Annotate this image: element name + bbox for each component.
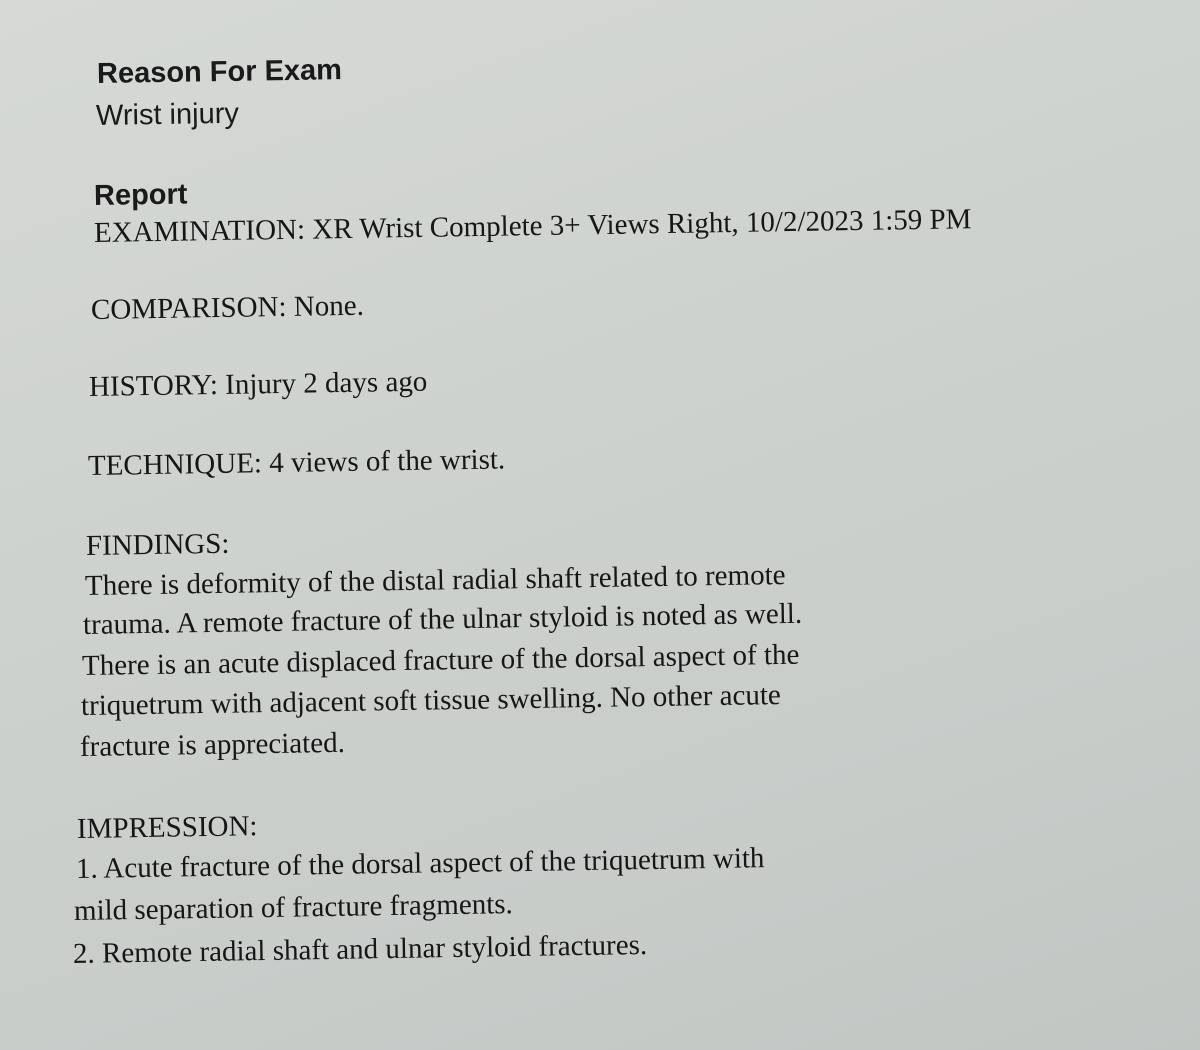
comparison-line: COMPARISON: None. bbox=[90, 289, 365, 326]
findings-line: There is an acute displaced fracture of the dorsal aspect of the bbox=[81, 638, 800, 682]
findings-line: There is deformity of the distal radial shaft related to remote bbox=[84, 558, 786, 602]
findings-line: trauma. A remote fracture of the ulnar styloid is noted as well. bbox=[82, 597, 803, 641]
impression-heading: IMPRESSION: bbox=[76, 810, 258, 845]
report-heading: Report bbox=[93, 178, 188, 212]
history-line: HISTORY: Injury 2 days ago bbox=[88, 365, 428, 403]
impression-line: 2. Remote radial shaft and ulnar styloid fractures. bbox=[72, 928, 648, 970]
findings-line: triquetrum with adjacent soft tissue swelling. No other acute bbox=[80, 679, 782, 722]
technique-line: TECHNIQUE: 4 views of the wrist. bbox=[87, 443, 506, 482]
reason-for-exam-value: Wrist injury bbox=[95, 97, 240, 132]
impression-line: 1. Acute fracture of the dorsal aspect of the triquetrum with bbox=[75, 842, 765, 885]
reason-for-exam-heading: Reason For Exam bbox=[96, 54, 343, 90]
findings-heading: FINDINGS: bbox=[85, 527, 230, 562]
impression-line: mild separation of fracture fragments. bbox=[73, 888, 514, 927]
findings-line: fracture is appreciated. bbox=[79, 726, 346, 763]
examination-line: EXAMINATION: XR Wrist Complete 3+ Views Right, 10/2/2023 1:59 PM bbox=[93, 203, 972, 249]
